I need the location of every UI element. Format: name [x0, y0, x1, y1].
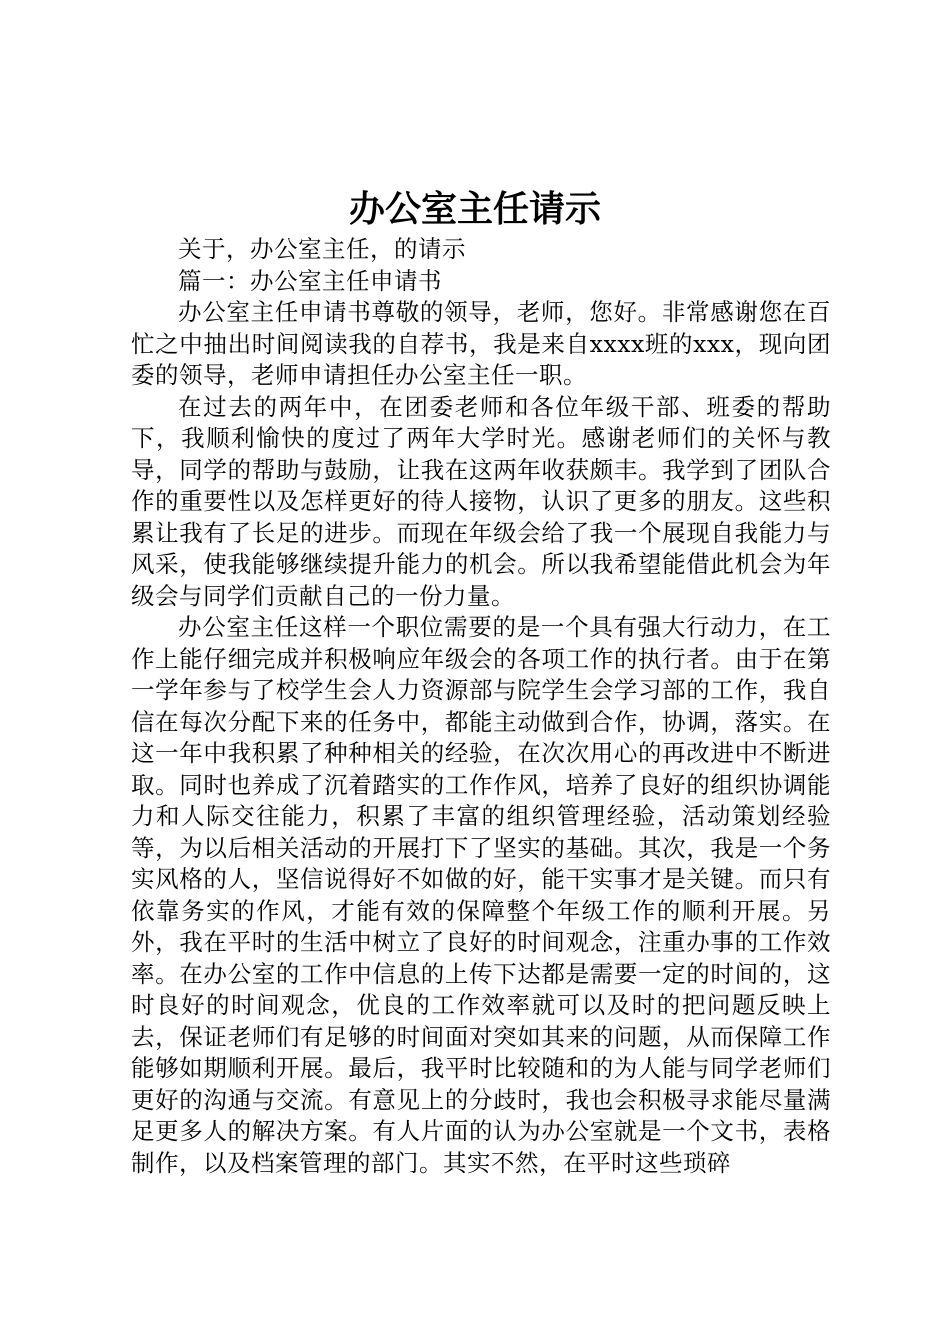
paragraph-greeting: 办公室主任申请书尊敬的领导，老师，您好。非常感谢您在百忙之中抽出时间阅读我的自荐书，我是来自xxxx班的xxx，现向团委的领导，老师申请担任办公室主任一职。 [131, 298, 831, 389]
paragraph-role-qualifications: 办公室主任这样一个职位需要的是一个具有强大行动力，在工作上能仔细完成并积极响应年级会的各项工作的执行者。由于在第一学年参与了校学生会人力资源部与院学生会学习部的工作，我自信在每次分配下来的任务中，都能主动做到合作，协调，落实。在这一年中我积累了种种相关的经验，在次次用心的再改进中不断进取。同时也养成了沉着踏实的工作作风，培养了良好的组织协调能力和人际交往能力，积累了丰富的组织管理经验，活动策划经验等，为以后相关活动的开展打下了坚实的基础。其次，我是一个务实风格的人，坚信说得好不如做的好，能干实事才是关键。而只有依靠务实的作风，才能有效的保障整个年级工作的顺利开展。另外，我在平时的生活中树立了良好的时间观念，注重办事的工作效率。在办公室的工作中信息的上传下达都是需要一定的时间的，这时良好的时间观念，优良的工作效率就可以及时的把问题反映上去，保证老师们有足够的时间面对突如其来的问题，从而保障工作能够如期顺利开展。最后，我平时比较随和的为人能与同学老师们更好的沟通与交流。有意见上的分歧时，我也会积极寻求能尽量满足更多人的解决方案。有人片面的认为办公室就是一个文书，表格制作，以及档案管理的部门。其实不然，在平时这些琐碎 [131, 613, 831, 1177]
paragraph-subject: 关于，办公室主任，的请示 [178, 235, 466, 263]
document-title: 办公室主任请示 [348, 188, 601, 230]
document-body [131, 234, 831, 1179]
paragraph-section-heading: 篇一：办公室主任申请书 [178, 266, 442, 295]
paragraph-past-experience: 在过去的两年中，在团委老师和各位年级干部、班委的帮助下，我顺利愉快的度过了两年大学时光。感谢老师们的关怀与教导，同学的帮助与鼓励，让我在这两年收获颇丰。我学到了团队合作的重要性以及怎样更好的待人接物，认识了更多的朋友。这些积累让我有了长足的进步。而现在年级会给了我一个展现自我能力与风采，使我能够继续提升能力的机会。所以我希望能借此机会为年级会与同学们贡献自己的一份力量。 [131, 392, 831, 610]
